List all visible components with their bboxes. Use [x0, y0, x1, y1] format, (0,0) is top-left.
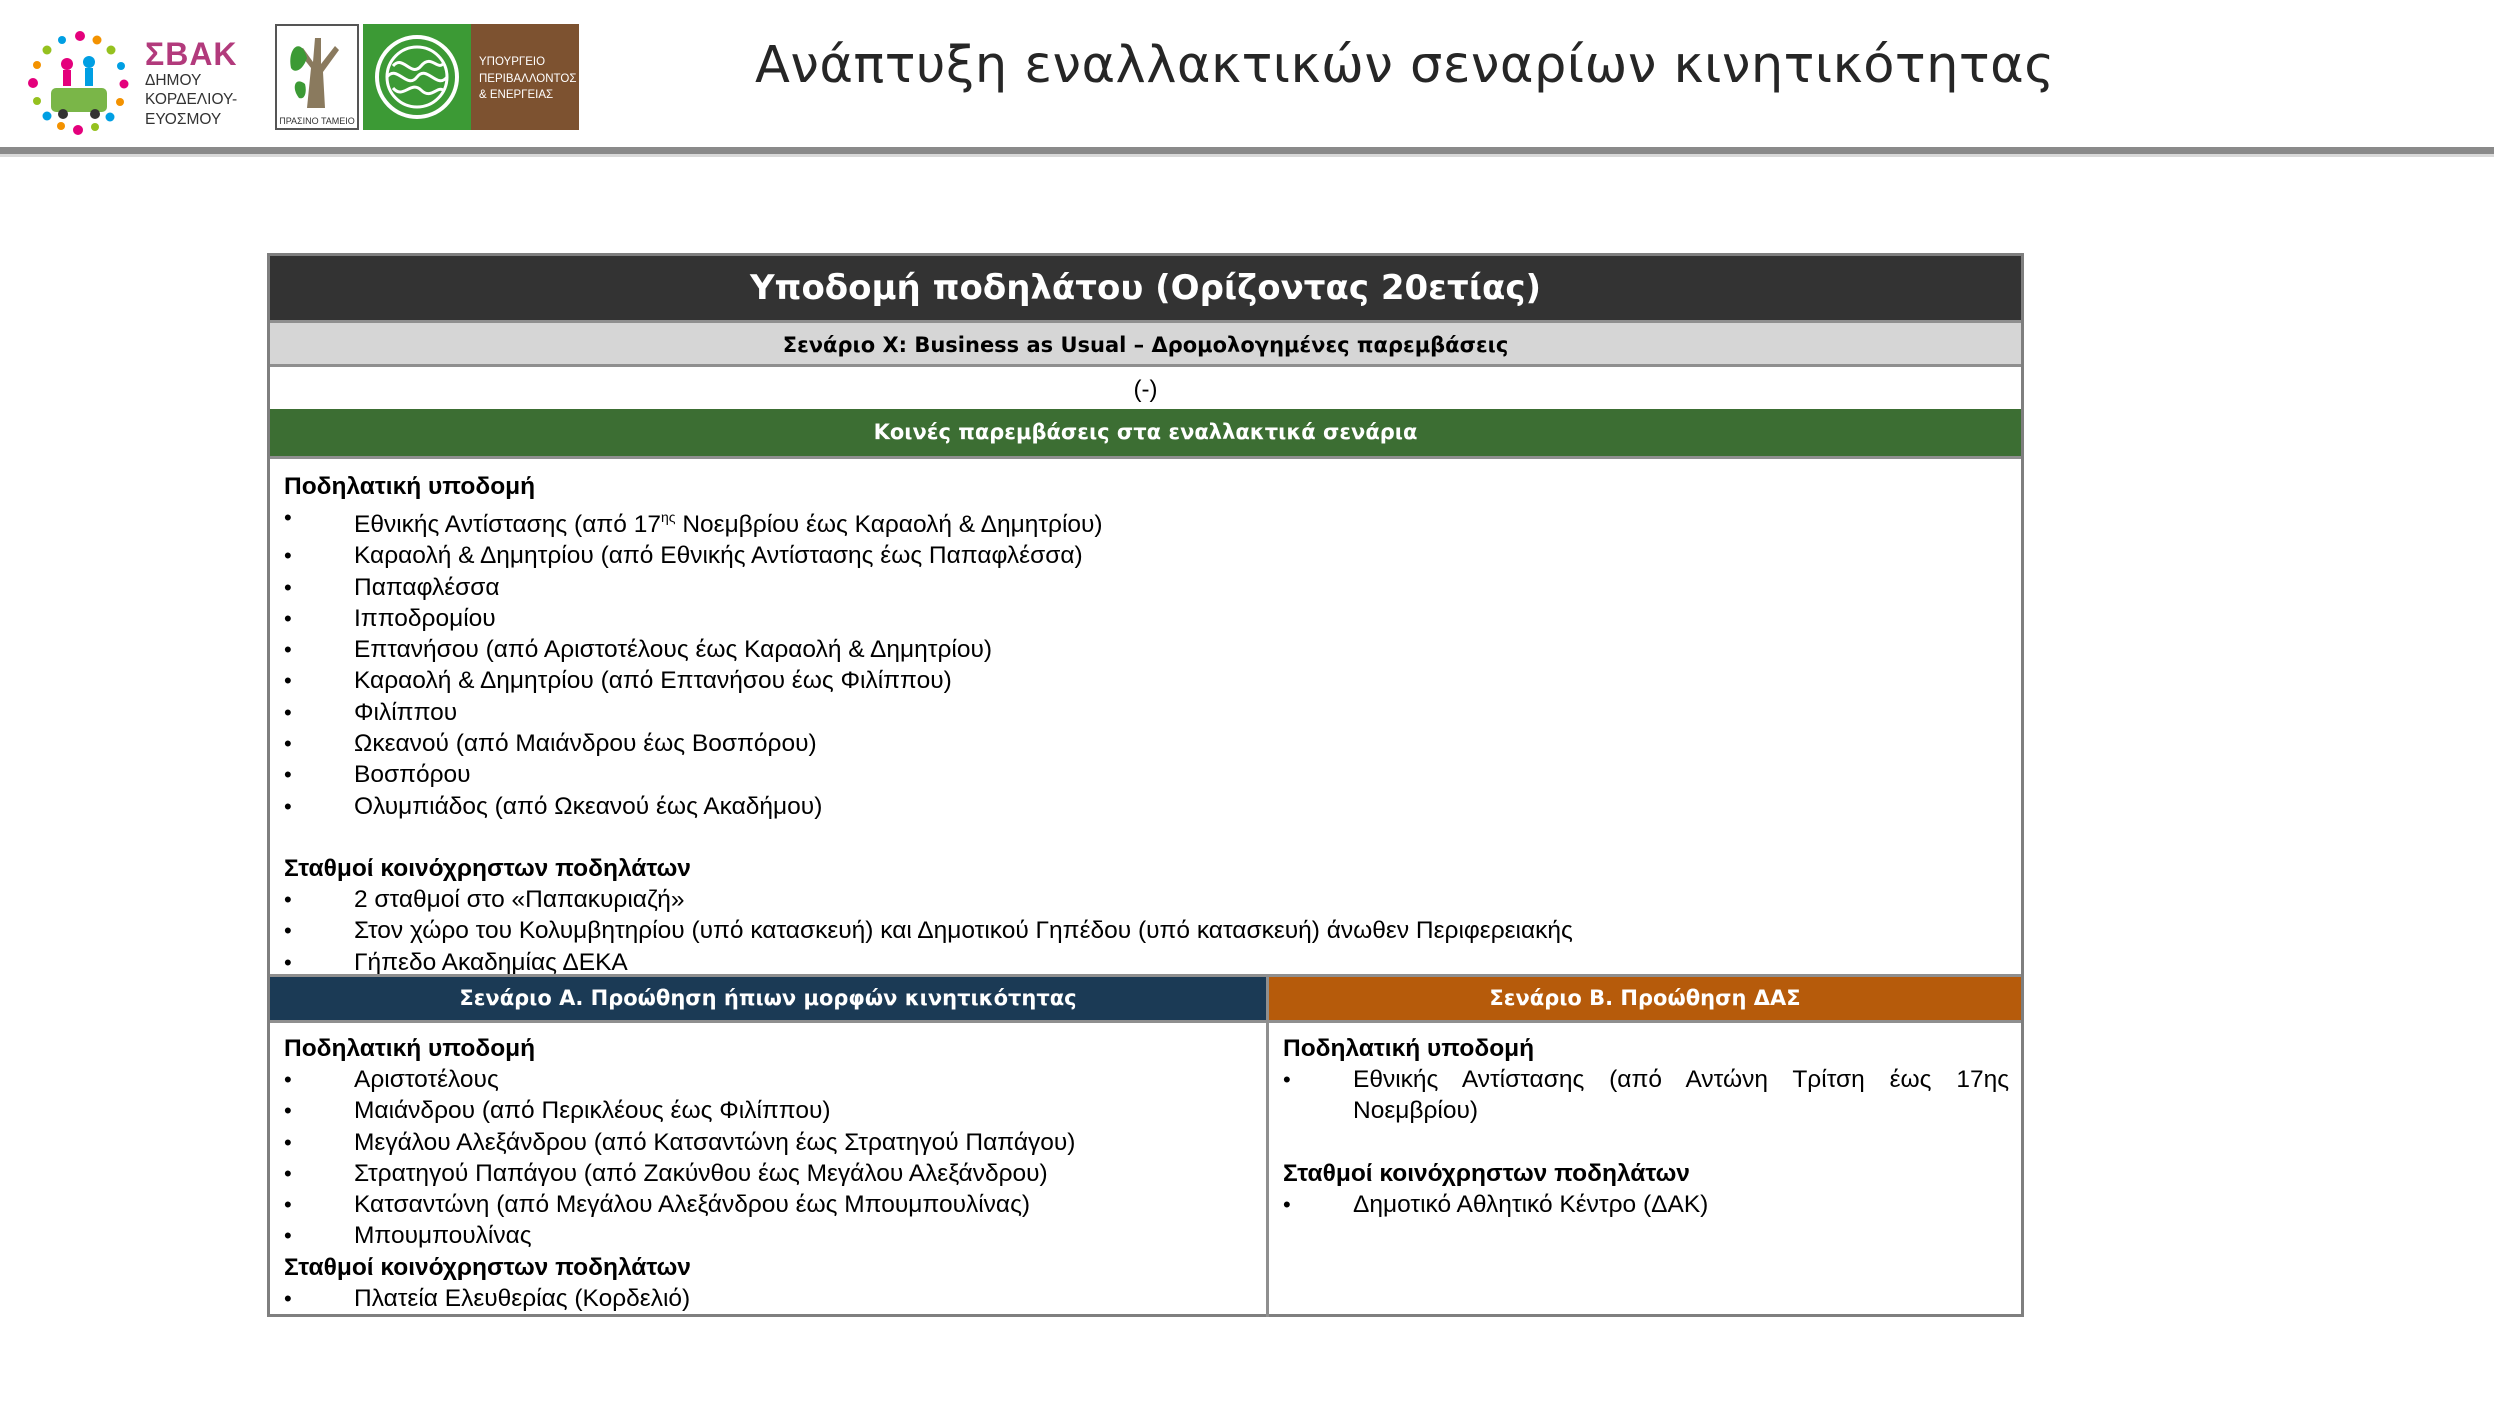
list-item: • Ωκεανού (από Μαιάνδρου έως Βοσπόρου): [284, 728, 2021, 759]
sbak-logo: [25, 28, 245, 138]
list-item: • Βοσπόρου: [284, 759, 2021, 790]
ministry-line-2: ΠΕΡΙΒΑΛΛΟΝΤΟΣ: [479, 72, 577, 85]
scenario-headers-row: [270, 974, 2021, 1020]
list-item: • Εθνικής Αντίστασης (από $17^{\eta\varsigma}$ Νοεμβρίου έως Καραολή & Δημητρίου): [284, 502, 2021, 540]
scenario-bodies-row: [270, 1020, 2021, 1317]
common-interventions-header: Κοινές παρεμβάσεις στα εναλλακτικά σενάρια: [270, 409, 2021, 456]
scenario-b-infra-title: Ποδηλατική υποδομή: [1283, 1035, 1535, 1062]
common-infra-title: Ποδηλατική υποδομή: [284, 473, 536, 500]
scenario-a-infra-title: Ποδηλατική υποδομή: [284, 1035, 536, 1062]
spiral-emblem-icon: [363, 24, 471, 130]
scenario-x-header: Σενάριο Χ: Business as Usual – Δρομολογημένες παρεμβάσεις: [270, 320, 2021, 364]
header-divider: [0, 147, 2494, 154]
common-stations-title: Σταθμοί κοινόχρηστων ποδηλάτων: [284, 854, 691, 882]
header-divider-shadow: [0, 154, 2494, 157]
scenario-a-stations-title: Σταθμοί κοινόχρηστων ποδηλάτων: [284, 1253, 691, 1281]
scenario-b-stations-list: [1283, 1189, 2009, 1220]
list-item: • Παπαφλέσσα: [284, 572, 2021, 603]
list-item: • Μπουμπουλίνας: [284, 1220, 1254, 1251]
scenario-x-value: (-): [270, 364, 2021, 409]
list-item: • Αριστοτέλους: [284, 1064, 1254, 1095]
list-item: • Μαιάνδρου (από Περικλέους έως Φιλίππου): [284, 1095, 1254, 1126]
common-interventions-body: [270, 456, 2021, 974]
ministry-line-1: ΥΠΟΥΡΓΕΙΟ: [479, 56, 546, 68]
page-title: Ανάπτυξη εναλλακτικών σεναρίων κινητικότητας: [755, 36, 2055, 95]
page-header: [0, 0, 2494, 150]
ministry-text: [479, 54, 576, 104]
list-item: • Φιλίππου: [284, 697, 2021, 728]
tree-icon: [277, 28, 357, 116]
sbak-emblem-icon: [25, 28, 135, 138]
spacer: [284, 822, 2021, 853]
scenario-b-body: [1283, 1033, 2009, 1220]
scenario-a-stations-list: [284, 1283, 1254, 1314]
sbak-line-3: ΕΥΟΣΜΟΥ: [145, 110, 222, 128]
ministry-logo: [363, 24, 579, 130]
list-item: • Καραολή & Δημητρίου (από Εθνικής Αντίστασης έως Παπαφλέσσα): [284, 540, 2021, 571]
list-item: • Γήπεδο Ακαδημίας ΔΕΚΑ: [284, 947, 2021, 978]
sbak-title: ΣΒΑΚ: [145, 36, 238, 72]
table-title: Υποδομή ποδηλάτου (Ορίζοντας 20ετίας): [270, 256, 2021, 320]
scenario-b-stations-title: Σταθμοί κοινόχρηστων ποδηλάτων: [1283, 1159, 1690, 1187]
sbak-text: [145, 38, 238, 128]
list-item: • Στρατηγού Παπάγου (από Ζακύνθου έως Μεγάλου Αλεξάνδρου): [284, 1158, 1254, 1189]
ministry-text-box: [471, 24, 579, 130]
list-item: • Δημοτικό Αθλητικό Κέντρο (ΔΑΚ): [1283, 1189, 2009, 1220]
scenario-a-header: Σενάριο Α. Προώθηση ήπιων μορφών κινητικότητας: [270, 977, 1266, 1020]
list-item: • Εθνικής Αντίστασης (από Αντώνη Τρίτση έως 17ης Νοεμβρίου): [1283, 1064, 2009, 1127]
spacer: [1283, 1127, 2009, 1158]
column-divider: [1266, 1023, 1269, 1317]
scenario-b-infra-list: [1283, 1064, 2009, 1127]
scenario-a-body: [284, 1033, 1254, 1314]
common-infra-list: [284, 502, 2021, 822]
bicycle-infrastructure-table: [267, 253, 2024, 1317]
scenario-b-header: Σενάριο Β. Προώθηση ΔΑΣ: [1269, 977, 2021, 1020]
list-item: • Ολυμπιάδος (από Ωκεανού έως Ακαδήμου): [284, 791, 2021, 822]
list-item: • 2 σταθμοί στο «Παπακυριαζή»: [284, 884, 2021, 915]
ministry-line-3: & ΕΝΕΡΓΕΙΑΣ: [479, 89, 554, 102]
list-item: • Πλατεία Ελευθερίας (Κορδελιό): [284, 1283, 1254, 1314]
sbak-line-2: ΚΟΡΔΕΛΙΟΥ-: [145, 91, 238, 109]
list-item: • Επτανήσου (από Αριστοτέλους έως Καραολή & Δημητρίου): [284, 634, 2021, 665]
list-item: • Κατσαντώνη (από Μεγάλου Αλεξάνδρου έως Μπουμπουλίνας): [284, 1189, 1254, 1220]
list-item: • Μεγάλου Αλεξάνδρου (από Κατσαντώνη έως Στρατηγού Παπάγου): [284, 1127, 1254, 1158]
green-fund-logo: [275, 24, 359, 130]
common-stations-list: [284, 884, 2021, 978]
list-item: • Ιπποδρομίου: [284, 603, 2021, 634]
list-item: • Καραολή & Δημητρίου (από Επτανήσου έως Φιλίππου): [284, 665, 2021, 696]
ministry-emblem: [363, 24, 471, 130]
sbak-line-1: ΔΗΜΟΥ: [145, 72, 202, 89]
green-fund-caption: ΠΡΑΣΙΝΟ ΤΑΜΕΙΟ: [279, 116, 355, 126]
list-item: • Στον χώρο του Κολυμβητηρίου (υπό κατασκευή) και Δημοτικού Γηπέδου (υπό κατασκευή) άνωθεν Περιφερειακής: [284, 915, 2021, 946]
scenario-a-infra-list: [284, 1064, 1254, 1252]
